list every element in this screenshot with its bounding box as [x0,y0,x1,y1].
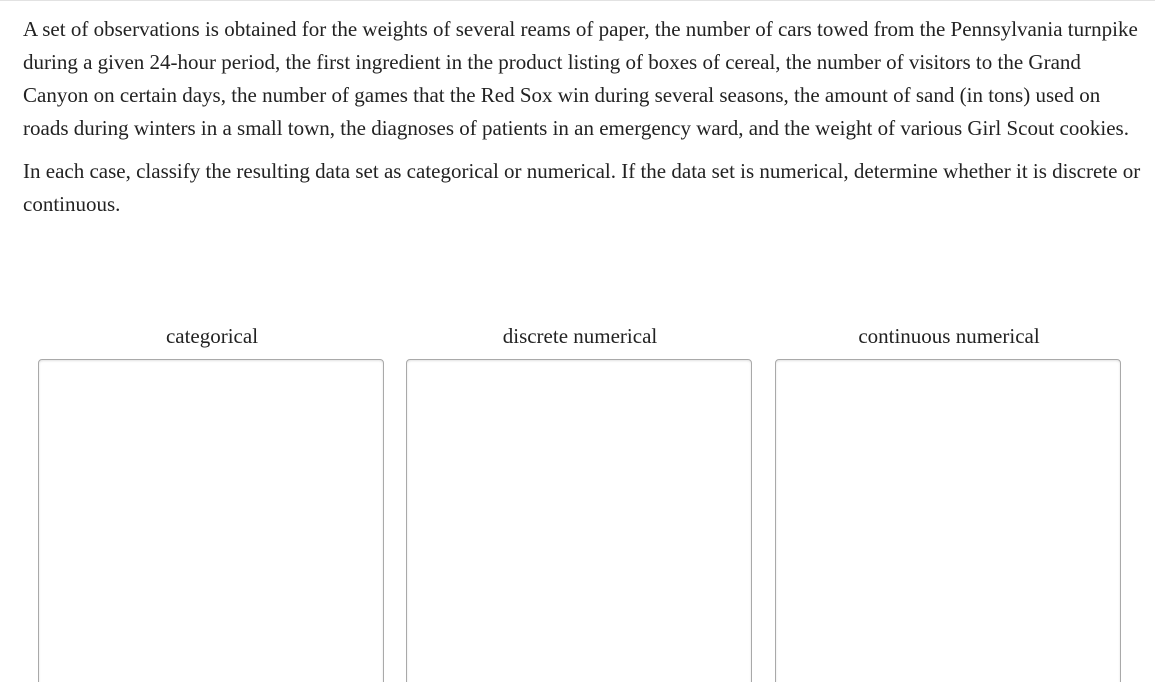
bin-label-continuous-numerical: continuous numerical [858,324,1040,348]
bin-label-categorical: categorical [165,324,259,348]
drop-zone-continuous-numerical[interactable] [775,359,1121,682]
bin-discrete-numerical [406,320,754,682]
question-text [23,13,1143,231]
drop-zone-categorical[interactable] [38,359,384,682]
top-divider [0,0,1155,1]
question-paragraph-1: A set of observations is obtained for the weights of several reams of paper, the number of cars towed from the Pennsylvania turnpike during a given 24-hour period, the first ingredient in the product listing of boxes of cereal, the number of visitors to the Grand Canyon on certain days, the number of games that the Red Sox win during several seasons, the amount of sand (in tons) used on roads during winters in a small town, the diagnoses of patients in an emergency ward, and the weight of various Girl Scout cookies. [23,17,1138,140]
bin-label-discrete-numerical: discrete numerical [502,324,658,348]
bin-continuous-numerical [775,320,1123,682]
classification-bins [0,320,1155,682]
bin-categorical [38,320,386,682]
drop-zone-discrete-numerical[interactable] [406,359,752,682]
question-paragraph-2: In each case, classify the resulting data set as categorical or numerical. If the data set is numerical, determine whether it is discrete or continuous. [23,159,1141,216]
